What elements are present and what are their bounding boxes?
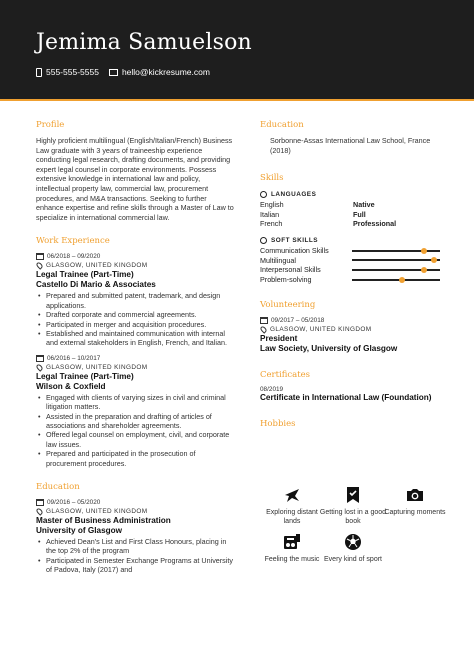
job-role: Legal Trainee (Part-Time)	[36, 371, 134, 381]
experience-title: Work Experience	[36, 236, 110, 247]
volunteering-org: Law Society, University of Glasgow	[260, 344, 398, 354]
language-row: Italian Full	[260, 209, 366, 219]
experience-section	[36, 236, 236, 468]
airplane-icon	[283, 486, 301, 504]
hobby-label: Feeling the music	[264, 556, 320, 563]
volunteering-role: President	[260, 334, 298, 344]
education-dates: 09/2016 – 05/2020	[36, 498, 236, 507]
skill-row: Multilingual	[260, 256, 440, 266]
job-bullets	[36, 393, 236, 468]
bullet-item: • Participated in Semester Exchange Programs at University of Padova, Italy (2017) and	[36, 556, 236, 575]
volunteering-section	[260, 300, 440, 354]
bookmark-icon	[344, 486, 362, 504]
bulb-icon	[260, 237, 267, 244]
skill-level-dot	[431, 257, 437, 263]
hobby-item	[380, 486, 450, 517]
job-bullets	[36, 291, 236, 347]
calendar-icon	[36, 355, 44, 362]
profile-text: Highly proficient multilingual (English/Italian/French) Business Law graduate with 3 years of traineeship experience conducting legal research, drafting documents, and providing expert legal counsel in corporate environments. Possess extensive knowledge in international law and policy, intellectual property law, commercial law, procurement procedures, and M&A transactions. Seeking to further enhance expertise and refine skills through a Master of Law to specialize in international commercial law.	[36, 136, 234, 222]
profile-title: Profile	[36, 120, 65, 130]
skill-row: Communication Skills	[260, 246, 440, 256]
education-location: GLASGOW, UNITED KINGDOM	[36, 507, 236, 516]
right-column	[260, 120, 440, 435]
certificate-name: Certificate in International Law (Foundation)	[260, 393, 432, 403]
hobbies-section	[260, 419, 440, 429]
bullet-item: • Prepared and participated in the prosecution of procurement procedures.	[36, 449, 236, 468]
job-location: GLASGOW, UNITED KINGDOM	[36, 363, 236, 372]
location-pin-icon	[35, 262, 43, 270]
candidate-name: Jemima Samuelson	[36, 30, 252, 55]
location-pin-icon	[35, 507, 43, 515]
soccer-ball-icon	[344, 533, 362, 551]
hobby-item	[257, 533, 327, 564]
job-entry	[36, 354, 236, 468]
camera-icon	[406, 486, 424, 504]
location-pin-icon	[35, 363, 43, 371]
education-title: Education	[260, 120, 304, 130]
skill-bar	[352, 250, 440, 252]
bullet-item: • Prepared and submitted patent, trademark, and design applications.	[36, 291, 236, 310]
hobby-item	[318, 533, 388, 564]
calendar-icon	[260, 317, 268, 324]
job-location: GLASGOW, UNITED KINGDOM	[36, 261, 236, 270]
skill-bar	[352, 259, 440, 261]
phone-icon	[36, 68, 42, 77]
skill-level-dot	[421, 267, 427, 273]
education-left-section	[36, 482, 236, 575]
skill-row: Problem-solving	[260, 275, 440, 285]
job-role: Legal Trainee (Part-Time)	[36, 270, 134, 280]
certificate-date: 08/2019	[260, 386, 284, 394]
bullet-item: • Offered legal counsel on employment, civil, and corporate law issues.	[36, 430, 236, 449]
contact-line	[36, 67, 220, 77]
bullet-item: • Participated in merger and acquisition procedures.	[36, 320, 236, 329]
hobby-item	[318, 486, 388, 526]
email-address[interactable]: hello@kickresume.com	[121, 67, 210, 77]
hobby-label: Getting lost in a good book	[319, 509, 387, 525]
bullet-item: • Assisted in the preparation and drafting of articles of associations and shareholder agreements.	[36, 412, 236, 431]
volunteering-dates: 09/2017 – 05/2018	[260, 316, 440, 325]
left-column	[36, 120, 236, 575]
bullet-item: • Achieved Dean's List and First Class Honours, placing in the top 2% of the program	[36, 537, 236, 556]
job-company: Castello Di Mario & Associates	[36, 280, 156, 290]
calendar-icon	[36, 499, 44, 506]
hobby-item	[257, 486, 327, 526]
certificates-section	[260, 370, 440, 403]
education-right-section	[260, 120, 440, 155]
skills-section	[260, 173, 440, 284]
skills-title: Skills	[260, 173, 284, 184]
hobbies-title: Hobbies	[260, 419, 296, 430]
job-entry	[36, 252, 236, 347]
bullet-item: • Engaged with clients of varying sizes in civil and criminal litigation matters.	[36, 393, 236, 412]
skill-row: Interpersonal Skills	[260, 265, 440, 275]
skill-level-dot	[399, 277, 405, 283]
language-row: French Professional	[260, 219, 397, 229]
globe-icon	[260, 191, 267, 198]
music-icon	[283, 533, 301, 551]
job-company: Wilson & Coxfield	[36, 381, 106, 391]
certificates-title: Certificates	[260, 370, 311, 381]
hobby-label: Capturing moments	[384, 509, 446, 516]
soft-skills-heading: SOFT SKILLS	[260, 237, 440, 244]
job-dates: 06/2018 – 09/2020	[36, 252, 236, 261]
skill-level-dot	[421, 248, 427, 254]
hobby-label: Every kind of sport	[324, 556, 382, 563]
profile-section	[36, 120, 236, 222]
email-contact[interactable]	[109, 67, 210, 77]
header	[0, 0, 474, 101]
education-degree: Master of Business Administration	[36, 516, 171, 526]
education-school: University of Glasgow	[36, 526, 122, 536]
skill-bar	[352, 269, 440, 271]
education-title: Education	[36, 482, 80, 493]
location-pin-icon	[259, 326, 267, 334]
language-row: English Native	[260, 200, 375, 210]
phone-number: 555-555-5555	[46, 67, 99, 77]
envelope-icon	[109, 69, 118, 76]
volunteering-title: Volunteering	[260, 300, 316, 311]
languages-heading: LANGUAGES	[260, 191, 440, 198]
volunteering-location: GLASGOW, UNITED KINGDOM	[260, 325, 440, 334]
hobby-label: Exploring distant lands	[266, 509, 318, 525]
bullet-item: • Drafted corporate and commercial agreements.	[36, 310, 236, 319]
calendar-icon	[36, 253, 44, 260]
job-dates: 06/2016 – 10/2017	[36, 354, 236, 363]
bullet-item: • Established and maintained communication with internal and external stakeholders in English, French, and Italian.	[36, 329, 236, 348]
skill-bar	[352, 279, 440, 281]
education-text: Sorbonne-Assas International Law School, France (2018)	[270, 136, 431, 155]
education-bullets	[36, 537, 236, 575]
phone-contact	[36, 67, 99, 77]
